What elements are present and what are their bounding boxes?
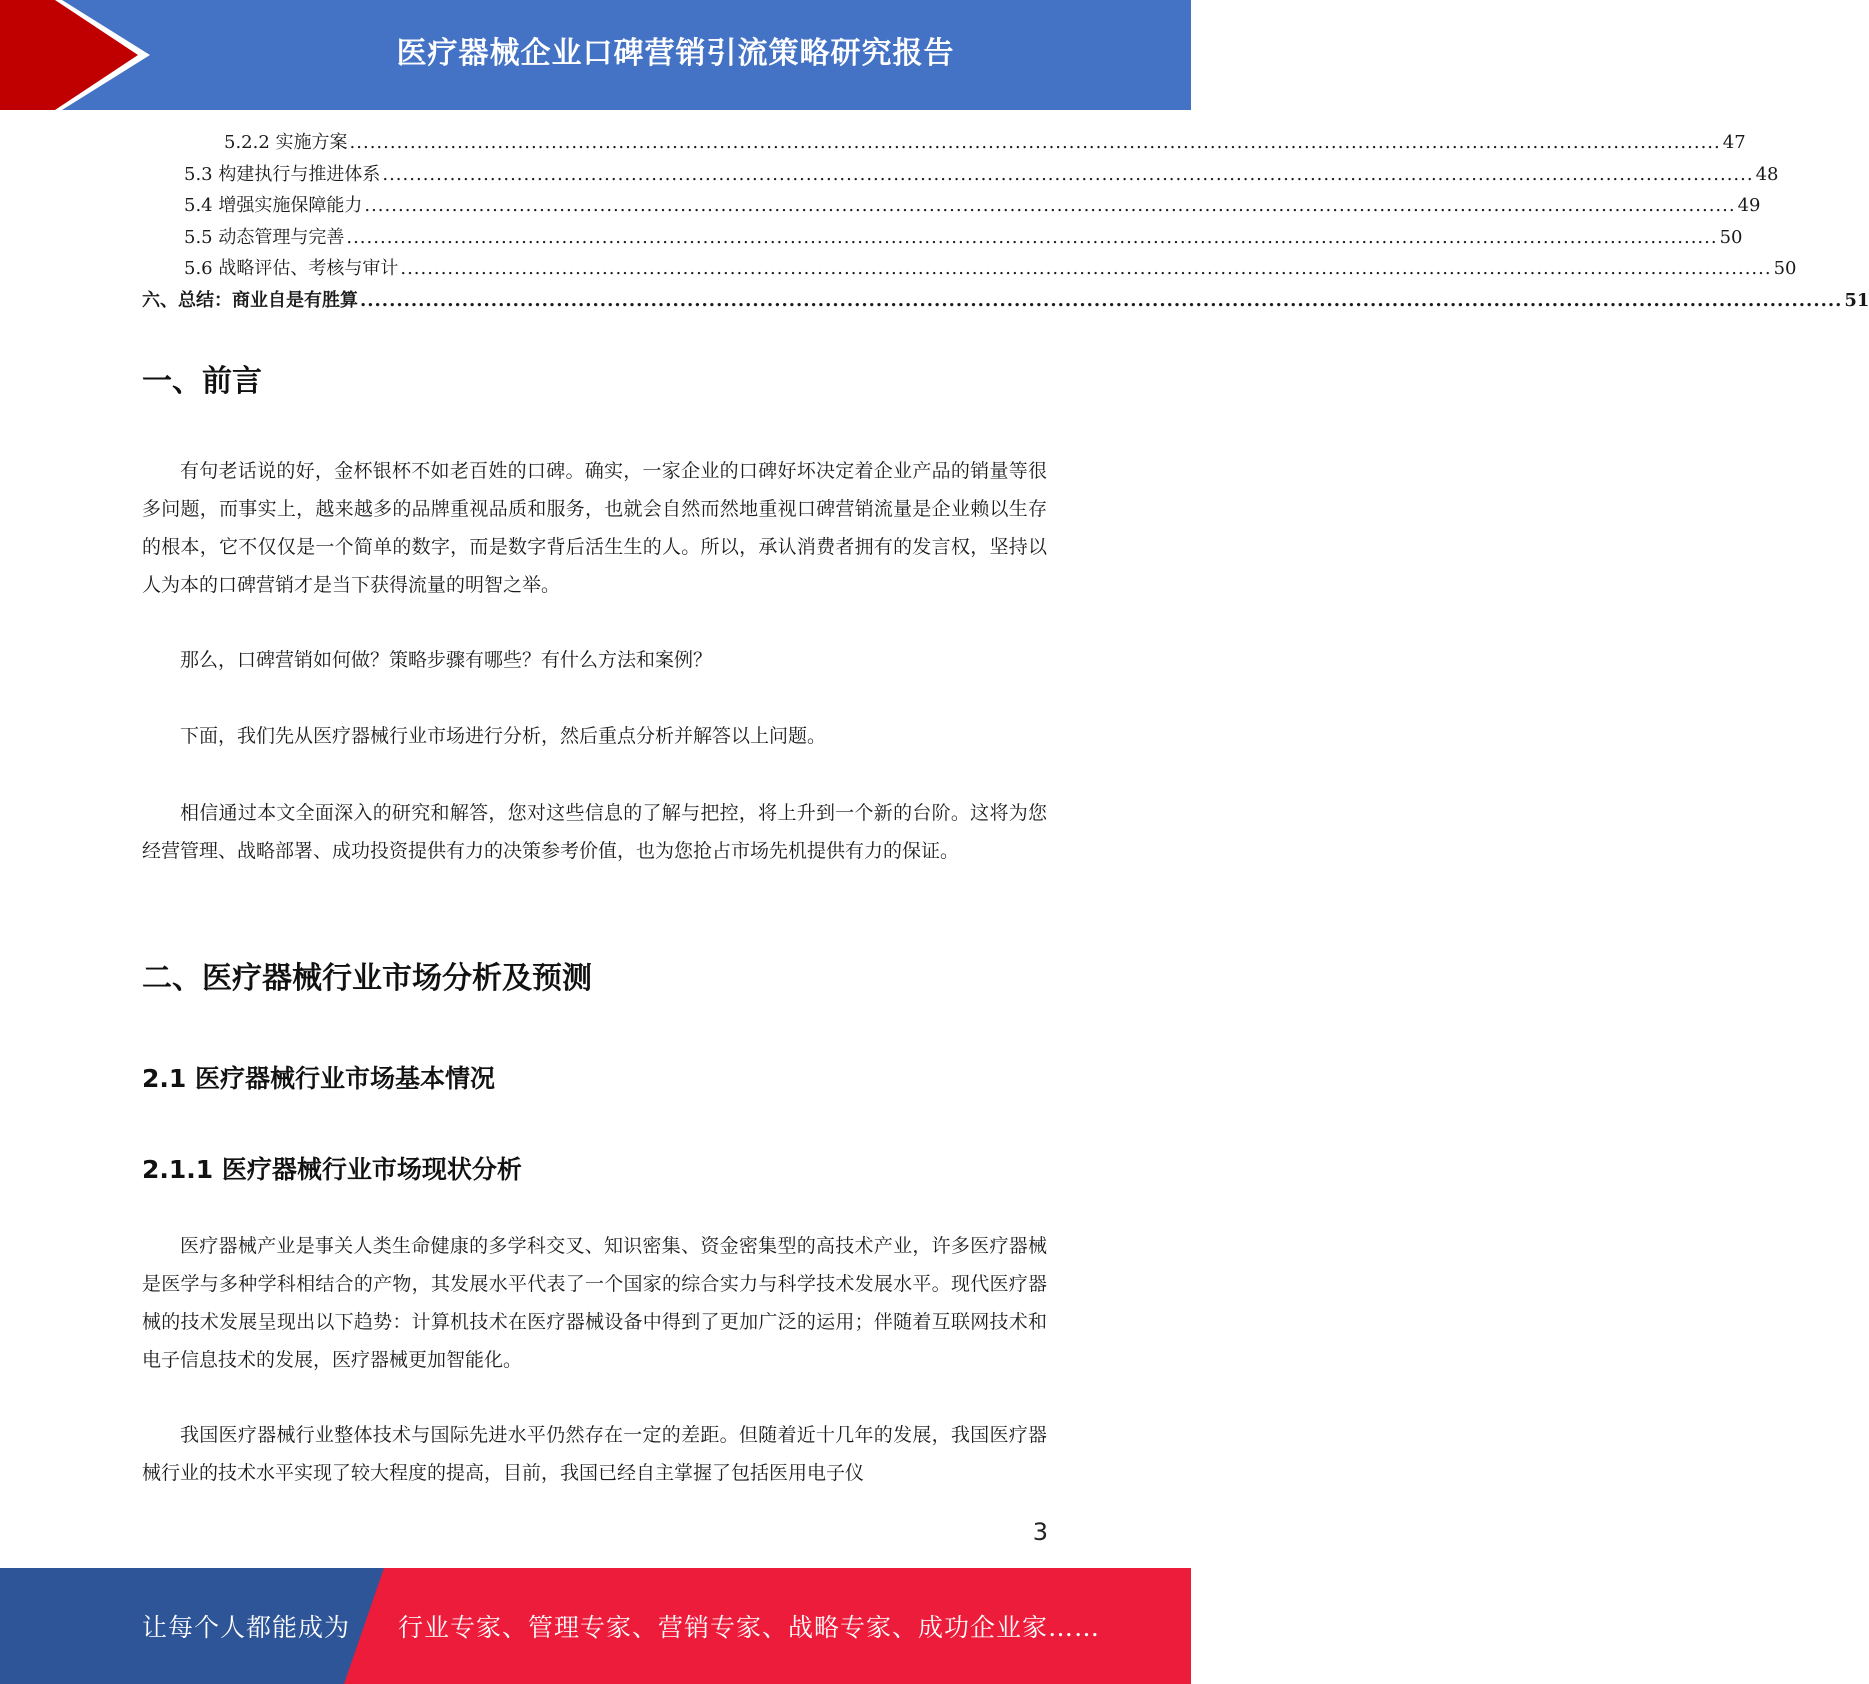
body-paragraph: 相信通过本文全面深入的研究和解答，您对这些信息的了解与把控，将上升到一个新的台阶。这将为您经营管理、战略部署、成功投资提供有力的决策参考价值，也为您抢占市场先机提供有力的保证。 <box>142 802 1047 862</box>
body-paragraph: 下面，我们先从医疗器械行业市场进行分析，然后重点分析并解答以上问题。 <box>180 725 827 747</box>
subsection-heading: 2.1 医疗器械行业市场基本情况 <box>142 1064 495 1093</box>
footer-slogan-left: 让每个人都能成为 <box>142 1613 351 1642</box>
toc-entry-label: 5.2.2 实施方案 <box>224 132 348 153</box>
toc-entry-page: 51 <box>1844 289 1869 311</box>
section-heading-market: 二、医疗器械行业市场分析及预测 <box>142 961 592 996</box>
toc-entry-label: 5.4 增强实施保障能力 <box>184 195 363 216</box>
toc-entry-page: 50 <box>1773 258 1797 279</box>
toc-entry-label: 5.3 构建执行与推进体系 <box>184 163 381 185</box>
toc-leader-dots: ............................................................................................................................................................................................................ <box>349 132 1721 153</box>
body-paragraph: 那么，口碑营销如何做？策略步骤有哪些？有什么方法和案例？ <box>180 649 713 671</box>
toc-leader-dots: ............................................................................................................................................................................................................ <box>400 258 1772 279</box>
page-number: 3 <box>1032 1518 1048 1546</box>
toc-entry[interactable] <box>142 254 1797 286</box>
page-footer <box>0 1568 1191 1684</box>
toc-entry[interactable] <box>142 191 1761 223</box>
body-paragraph: 我国医疗器械行业整体技术与国际先进水平仍然存在一定的差距。但随着近十几年的发展，我国医疗器械行业的技术水平实现了较大程度的提高，目前，我国已经自主掌握了包括医用电子仪 <box>142 1424 1047 1484</box>
body-paragraph: 医疗器械产业是事关人类生命健康的多学科交叉、知识密集、资金密集型的高技术产业，许多医疗器械是医学与多种学科相结合的产物，其发展水平代表了一个国家的综合实力与科学技术发展水平。现代医疗器械的技术发展呈现出以下趋势：计算机技术在医疗器械设备中得到了更加广泛的运用；伴随着互联网技术和电子信息技术的发展，医疗器械更加智能化。 <box>142 1235 1047 1371</box>
toc-entry-page: 50 <box>1719 226 1743 248</box>
subsection-heading: 2.1.1 医疗器械行业市场现状分析 <box>142 1155 522 1184</box>
toc-entry[interactable] <box>142 128 1746 160</box>
report-title: 医疗器械企业口碑营销引流策略研究报告 <box>396 36 955 71</box>
toc-leader-dots: ............................................................................................................................................................................................................ <box>382 163 1754 185</box>
toc-entry[interactable] <box>142 223 1743 255</box>
section-heading-preface: 一、前言 <box>142 364 262 399</box>
toc-entry-label: 5.5 动态管理与完善 <box>184 226 345 248</box>
toc-entry[interactable] <box>142 286 1869 318</box>
toc-entry-page: 48 <box>1755 163 1779 185</box>
toc-entry-page: 47 <box>1722 132 1746 153</box>
toc-entry[interactable] <box>142 160 1779 192</box>
footer-slogan-right: 行业专家、管理专家、营销专家、战略专家、成功企业家…… <box>398 1613 1101 1642</box>
toc-leader-dots: ............................................................................................................................................................................................................ <box>360 289 1843 311</box>
toc-leader-dots: ............................................................................................................................................................................................................ <box>346 226 1718 248</box>
header-chevron-icon <box>0 0 160 110</box>
toc-entry-page: 49 <box>1737 195 1761 216</box>
toc-entry-label: 5.6 战略评估、考核与审计 <box>184 258 399 279</box>
toc-entry-label: 六、总结：商业自是有胜算 <box>142 289 358 311</box>
page-header <box>0 0 1191 110</box>
body-paragraph: 有句老话说的好，金杯银杯不如老百姓的口碑。确实，一家企业的口碑好坏决定着企业产品的销量等很多问题，而事实上，越来越多的品牌重视品质和服务，也就会自然而然地重视口碑营销流量是企业赖以生存的根本，它不仅仅是一个简单的数字，而是数字背后活生生的人。所以，承认消费者拥有的发言权，坚持以人为本的口碑营销才是当下获得流量的明智之举。 <box>142 460 1047 596</box>
table-of-contents <box>142 128 1869 317</box>
toc-leader-dots: ............................................................................................................................................................................................................ <box>364 195 1736 216</box>
